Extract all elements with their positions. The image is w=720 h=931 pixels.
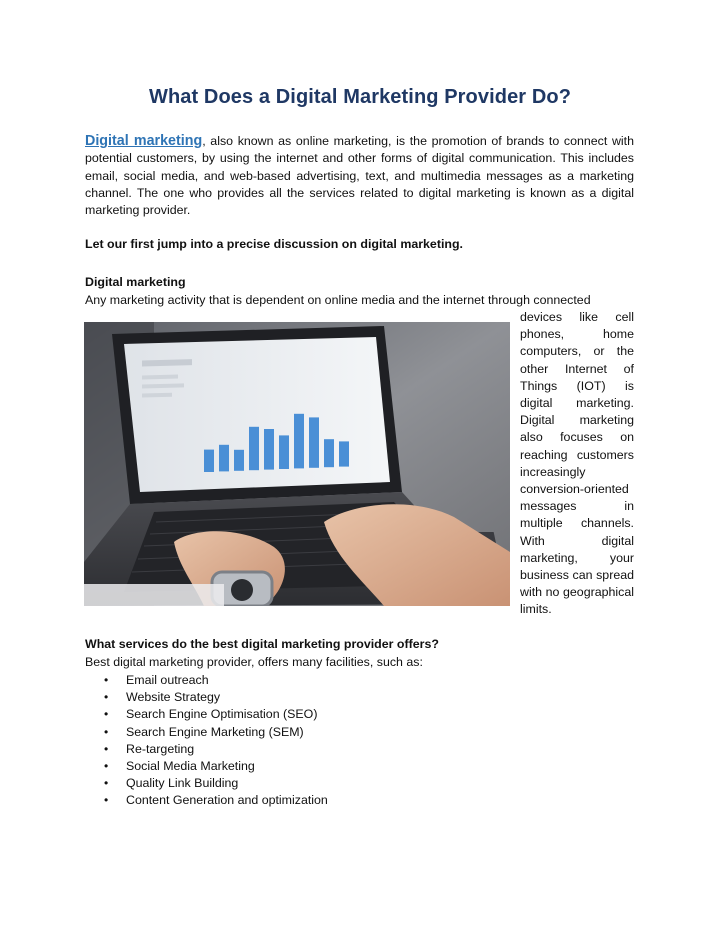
- bullet-icon: •: [104, 776, 109, 791]
- list-item: • Email outreach: [85, 672, 328, 689]
- services-heading: What services do the best digital marketing provider offers?: [85, 637, 439, 651]
- lead-sentence: Let our first jump into a precise discussion on digital marketing.: [85, 237, 463, 251]
- screen-chart-bar: [309, 417, 319, 467]
- intro-paragraph: [85, 133, 634, 219]
- laptop-photo-illustration: [84, 322, 510, 606]
- screen-chart-bar: [324, 439, 334, 467]
- list-item: • Re-targeting: [85, 741, 328, 758]
- screen-chart-bar: [279, 435, 289, 469]
- bullet-icon: •: [104, 724, 109, 739]
- list-item: • Search Engine Marketing (SEM): [85, 724, 328, 741]
- screen-chart-bar: [249, 427, 259, 470]
- screen-chart-bar: [339, 441, 349, 466]
- digital-marketing-first-line: Any marketing activity that is dependent on online media and the internet through connected: [85, 293, 591, 307]
- list-item: • Search Engine Optimisation (SEO): [85, 706, 328, 723]
- screen-chart-bar: [234, 450, 244, 471]
- list-item: • Content Generation and optimization: [85, 792, 328, 809]
- screen-chart-bar: [219, 445, 229, 472]
- bullet-icon: •: [104, 758, 109, 773]
- digital-marketing-heading: Digital marketing: [85, 275, 186, 289]
- digital-marketing-wrapped-text: devices like cell phones, home computers, or the other Internet of Things (IOT) is digital marketing. Digital marketing also focuses on reaching customers increasingly conversion-oriented messages in multiple channels. With digital marketing, your business can spread with no geographical limits.: [520, 310, 634, 617]
- services-intro: Best digital marketing provider, offers many facilities, such as:: [85, 655, 423, 669]
- bullet-icon: •: [104, 793, 109, 808]
- screen-chart-bar: [294, 414, 304, 469]
- digital-marketing-link[interactable]: Digital marketing: [85, 133, 203, 149]
- laptop-photo: [84, 322, 510, 606]
- screen-chart-bar: [264, 429, 274, 470]
- bullet-icon: •: [104, 707, 109, 722]
- bullet-icon: •: [104, 741, 109, 756]
- bullet-icon: •: [104, 673, 109, 687]
- list-item: • Website Strategy: [85, 689, 328, 706]
- intro-text: , also known as online marketing, is the promotion of brands to connect with potential customers, by using the internet and other forms of digital communication. This includes email, social media, and web-based advertising, text, and multimedia messages as a marketing channel. The one who provides all the services related to digital marketing is known as a digital marketing provider.: [85, 134, 634, 218]
- page-title: What Does a Digital Marketing Provider Do?: [148, 86, 572, 108]
- screen-chart-bar: [204, 450, 214, 472]
- services-list: [85, 672, 328, 810]
- bullet-icon: •: [104, 690, 109, 705]
- list-item: • Social Media Marketing: [85, 758, 328, 775]
- list-item: • Quality Link Building: [85, 775, 328, 792]
